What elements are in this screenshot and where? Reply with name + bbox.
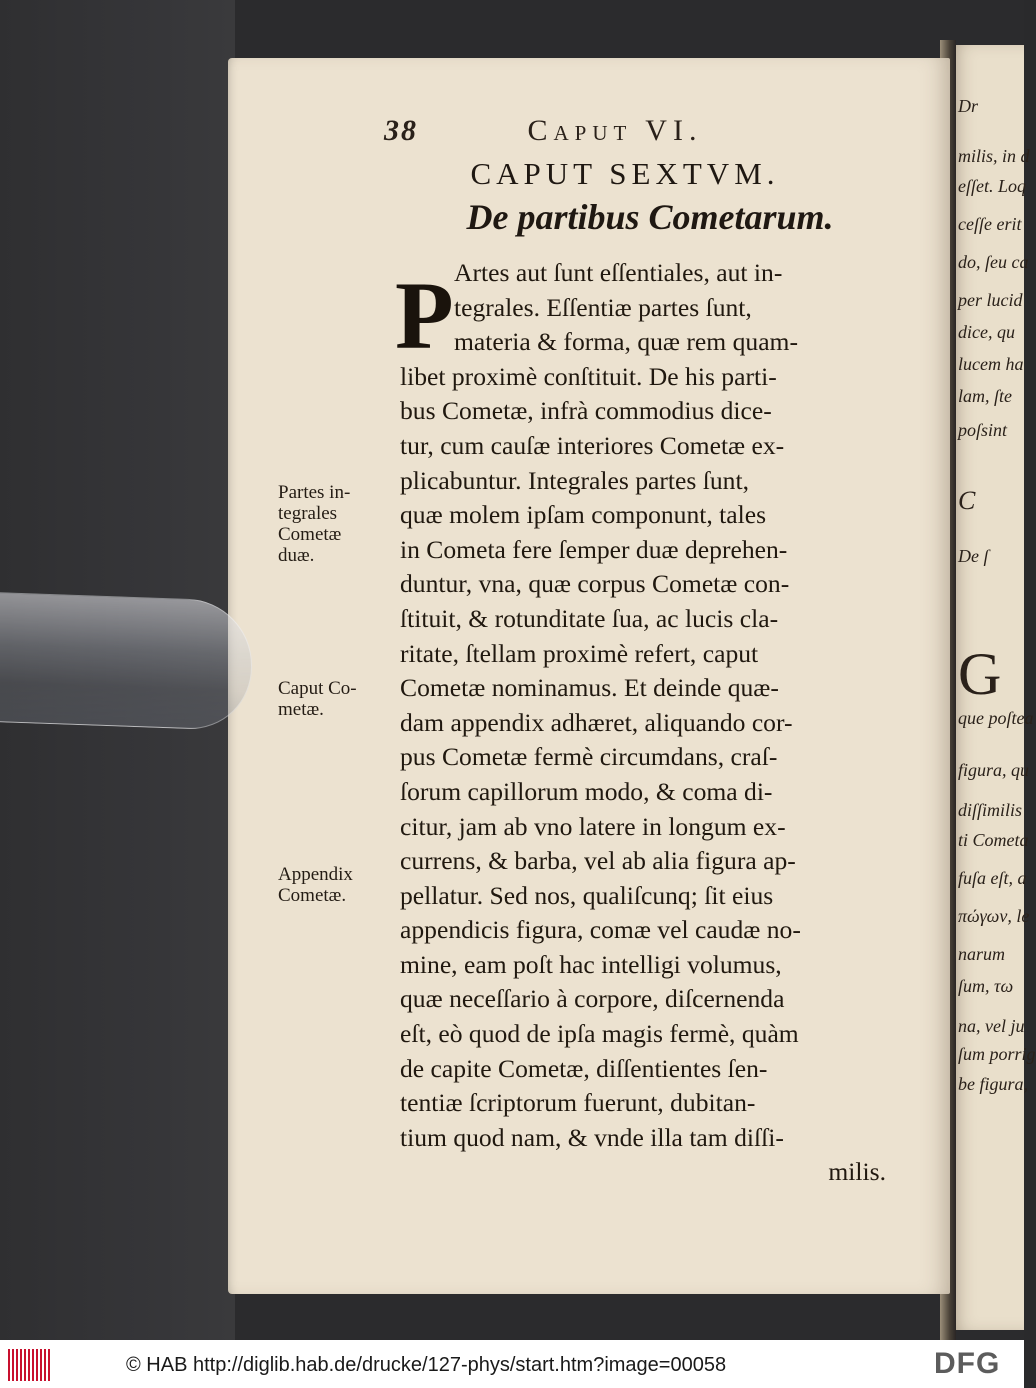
chapter-subtitle: De partibus Cometarum. xyxy=(466,197,834,237)
facing-text-fragment: lucem ha xyxy=(958,354,1024,374)
text-line: libet proximè conſtituit. De his parti- xyxy=(400,361,777,391)
running-head-title: Caput VI. xyxy=(527,114,703,147)
facing-text-fragment: eſſet. Loq xyxy=(958,176,1026,196)
facing-text-fragment: ſum porrig xyxy=(958,1044,1036,1064)
facing-text-fragment: πώγων, le xyxy=(958,906,1030,926)
text-line: duntur, vna, quæ corpus Cometæ con- xyxy=(400,569,790,599)
dfg-logo: DFG xyxy=(934,1347,1001,1380)
facing-text-fragment: que poſtea xyxy=(958,708,1034,728)
page-number: 38 xyxy=(384,114,418,147)
marginal-note-caput xyxy=(278,678,398,720)
facing-text-fragment: ceſſe erit xyxy=(958,214,1022,234)
text-line: eſt, eò quod de ipſa magis fermè, quàm xyxy=(400,1019,799,1049)
text-line: citur, jam ab vno latere in longum ex- xyxy=(400,811,786,841)
marginal-line: metæ. xyxy=(278,699,324,720)
text-line: currens, & barba, vel ab alia figura ap- xyxy=(400,846,796,876)
facing-text-fragment: na, vel ju xyxy=(958,1016,1025,1036)
facing-text-fragment: De ſ xyxy=(958,546,989,566)
text-line: tur, cum cauſæ interiores Cometæ ex- xyxy=(400,430,785,460)
catchword: milis. xyxy=(828,1157,886,1187)
library-logo-icon xyxy=(8,1349,50,1381)
text-line: in Cometa fere ſemper duæ deprehen- xyxy=(400,534,788,564)
marginal-line: Cometæ xyxy=(278,524,342,545)
marginal-line: tegrales xyxy=(278,503,338,524)
text-line: quæ molem ipſam componunt, tales xyxy=(400,500,767,530)
facing-text-fragment: diſſimilis xyxy=(958,800,1023,820)
copyright-url[interactable]: © HAB http://diglib.hab.de/drucke/127-phys/start.htm?image=00058 xyxy=(126,1354,727,1376)
text-line: materia & forma, quæ rem quam- xyxy=(454,327,798,357)
text-line: plicabuntur. Integrales partes ſunt, xyxy=(400,465,749,495)
running-head xyxy=(384,114,784,148)
marginal-line: duæ. xyxy=(278,545,315,566)
facing-text-fragment: lam, ſte xyxy=(958,386,1012,406)
marginal-note-partes xyxy=(278,482,398,566)
text-line: quæ neceſſario à corpore, diſcernenda xyxy=(400,984,785,1014)
marginal-line: Partes in- xyxy=(278,482,351,503)
text-line: Artes aut ſunt eſſentiales, aut in- xyxy=(454,258,783,287)
chapter-title: CAPUT SEXTVM. xyxy=(470,156,780,191)
facing-text-fragment: per lucid xyxy=(958,290,1023,310)
marginal-line: Appendix xyxy=(278,864,353,885)
text-line: de capite Cometæ, diſſentientes ſen- xyxy=(400,1053,768,1083)
text-line: bus Cometæ, infrà commodius dice- xyxy=(400,396,772,426)
facing-text-fragment: be figura, xyxy=(958,1074,1028,1094)
text-line: ritate, ſtellam proximè refert, caput xyxy=(400,638,759,668)
text-line: ſtituit, & rotunditate ſua, ac lucis cla- xyxy=(400,603,779,633)
glass-clamp xyxy=(0,591,252,731)
marginal-line: Cometæ. xyxy=(278,885,347,906)
facing-text-fragment: G xyxy=(958,641,1002,707)
text-line: tentiæ ſcriptorum fuerunt, dubitan- xyxy=(400,1088,756,1118)
marginal-note-appendix xyxy=(278,864,398,906)
drop-cap: P xyxy=(395,262,454,369)
text-line: tium quod nam, & vnde illa tam diſſi- xyxy=(400,1122,784,1152)
text-line: appendicis figura, comæ vel caudæ no- xyxy=(400,915,801,945)
text-line: ſorum capillorum modo, & coma di- xyxy=(400,776,773,806)
body-text xyxy=(400,256,892,1190)
text-line: tegrales. Eſſentiæ partes ſunt, xyxy=(454,292,752,322)
facing-text-fragment: Dr xyxy=(958,96,979,116)
text-line: Cometæ nominamus. Et deinde quæ- xyxy=(400,673,779,703)
text-line: dam appendix adhæret, aliquando cor- xyxy=(400,707,793,737)
facing-text-fragment: poſsint xyxy=(958,420,1008,440)
facing-text-fragment: do, ſeu ca xyxy=(958,252,1029,272)
facing-text-fragment: ſum, τω xyxy=(958,976,1014,996)
facing-text-fragment: dice, qu xyxy=(958,322,1015,342)
facing-text-fragment: ti Cometa xyxy=(958,830,1029,850)
facing-text-fragment: narum xyxy=(958,944,1006,964)
text-line: pus Cometæ fermè circumdans, craſ- xyxy=(400,742,778,772)
facing-text-fragment: fuſa eſt, a xyxy=(958,868,1027,888)
text-line: pellatur. Sed nos, qualiſcunq; ſit eius xyxy=(400,880,774,910)
marginal-line: Caput Co- xyxy=(278,678,357,699)
facing-text-fragment: milis, in d xyxy=(958,146,1030,166)
facing-text-fragment: figura, qu xyxy=(958,760,1030,780)
text-line: mine, eam poſt hac intelligi volumus, xyxy=(400,949,782,979)
facing-text-fragment: C xyxy=(958,486,976,515)
